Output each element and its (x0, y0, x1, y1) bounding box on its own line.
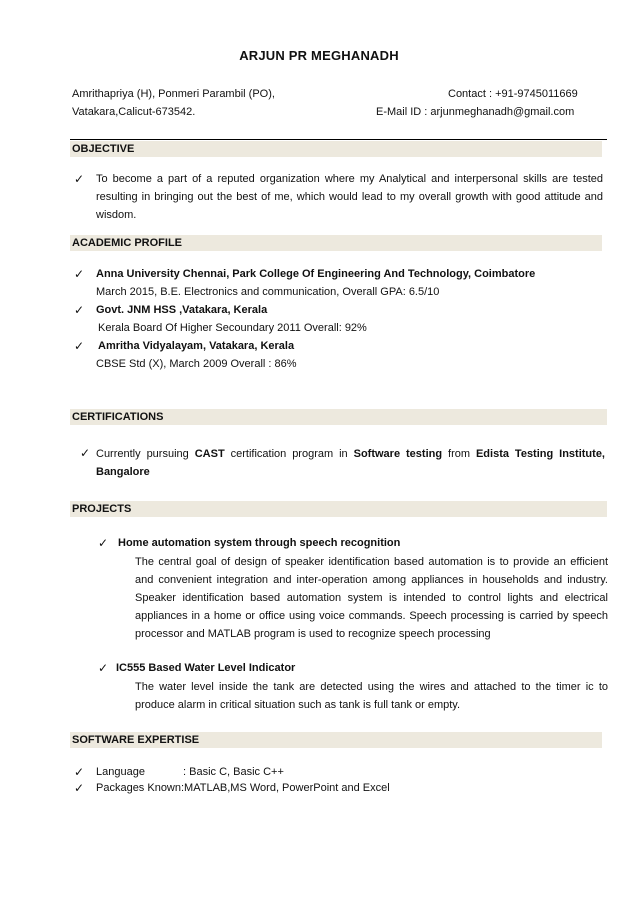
section-heading-software: SOFTWARE EXPERTISE (70, 732, 602, 748)
checkmark-icon: ✓ (74, 339, 85, 353)
software-label: Packages Known (96, 782, 181, 794)
address-line-2: Vatakara,Calicut-673542. (72, 106, 196, 118)
certification-text: Currently pursuing CAST certification program in Software testing from Edista Testing Institute, Bangalore (96, 448, 605, 478)
academic-institution: Anna University Chennai, Park College Of Engineering And Technology, Coimbatore (96, 268, 536, 280)
checkmark-icon: ✓ (98, 536, 109, 550)
project-description: The water level inside the tank are detected using the wires and attached to the timer ic to produce alarm in critical situation such as tank is full tank or empty. (135, 681, 608, 711)
section-heading-projects: PROJECTS (70, 501, 607, 517)
section-heading-certifications: CERTIFICATIONS (70, 409, 607, 425)
academic-detail: March 2015, B.E. Electronics and communication, Overall GPA: 6.5/10 (96, 286, 440, 298)
checkmark-icon: ✓ (74, 172, 85, 186)
header-divider (70, 139, 607, 140)
section-heading-objective: OBJECTIVE (70, 141, 602, 157)
contact-phone: Contact : +91-9745011669 (448, 88, 578, 100)
checkmark-icon: ✓ (74, 267, 85, 281)
project-title: IC555 Based Water Level Indicator (116, 662, 296, 674)
checkmark-icon: ✓ (80, 446, 91, 460)
contact-email: E-Mail ID : arjunmeghanadh@gmail.com (376, 106, 575, 118)
section-heading-academic: ACADEMIC PROFILE (70, 235, 602, 251)
academic-institution: Amritha Vidyalayam, Vatakara, Kerala (98, 340, 295, 352)
checkmark-icon: ✓ (74, 303, 85, 317)
academic-detail: CBSE Std (X), March 2009 Overall : 86% (96, 358, 297, 370)
checkmark-icon: ✓ (98, 661, 109, 675)
academic-detail: Kerala Board Of Higher Secoundary 2011 Overall: 92% (98, 322, 367, 334)
checkmark-icon: ✓ (74, 781, 85, 795)
candidate-name: ARJUN PR MEGHANADH (239, 48, 399, 63)
software-value: : Basic C, Basic C++ (183, 766, 284, 778)
project-description: The central goal of design of speaker identification based automation is to provide an efficient and convenient integration and inter-operation among appliances in households and industry. Speaker identification based automation system is intended to control lights and electrical appliances in a home or office using voice commands. Speech processing is carried by speech processor and MATLAB program is used to recognize speech processing (135, 556, 608, 640)
checkmark-icon: ✓ (74, 765, 85, 779)
project-title: Home automation system through speech recognition (118, 537, 401, 549)
address-line-1: Amrithapriya (H), Ponmeri Parambil (PO), (72, 88, 275, 100)
objective-text: To become a part of a reputed organization where my Analytical and interpersonal skills are tested resulting in bringing out the best of me, which would lead to my overall growth with good attitude and wisdom. (96, 173, 603, 221)
software-label: Language (96, 766, 145, 778)
academic-institution: Govt. JNM HSS ,Vatakara, Kerala (96, 304, 268, 316)
software-value: :MATLAB,MS Word, PowerPoint and Excel (181, 782, 390, 794)
